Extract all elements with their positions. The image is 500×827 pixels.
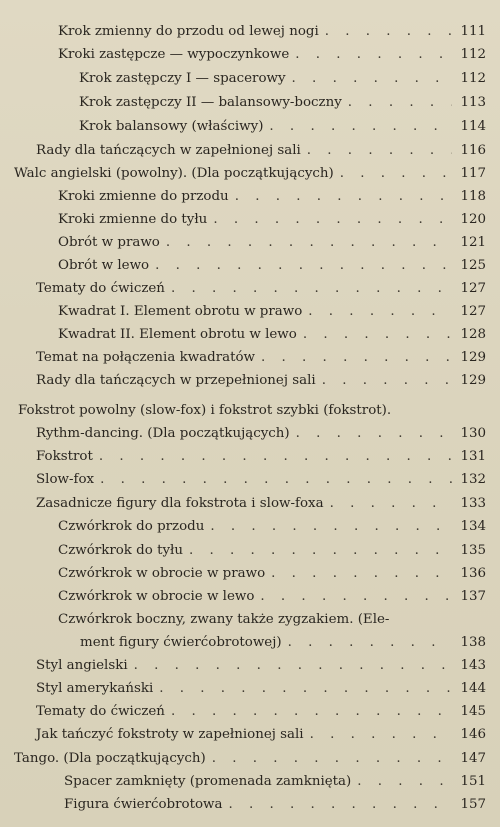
- dot-leader: [324, 494, 452, 514]
- dot-leader: [222, 795, 452, 815]
- toc-entry-page: 132: [460, 472, 486, 487]
- toc-entry: [36, 279, 486, 299]
- toc-entry-page: 128: [460, 327, 486, 342]
- dot-leader: [297, 325, 452, 345]
- toc-entry-title: Obrót w prawo: [58, 235, 160, 250]
- toc-entry: [58, 302, 486, 322]
- toc-section-heading: Fokstrot powolny (slow-fox) i fokstrot szybki (fokstrot).: [18, 403, 392, 418]
- toc-entry-title: Tematy do ćwiczeń: [36, 704, 165, 719]
- toc-entry-title: Kroki zmienne do tyłu: [58, 212, 208, 227]
- dot-leader: [351, 772, 452, 792]
- toc-entry-page: 130: [460, 426, 486, 441]
- toc-entry: [58, 22, 486, 42]
- dot-leader: [160, 233, 452, 253]
- toc-entry-page: 133: [460, 496, 486, 511]
- dot-leader: [282, 633, 452, 653]
- toc-entry-page: 118: [460, 189, 486, 204]
- toc-entry-title: Tango. (Dla początkujących): [14, 751, 206, 766]
- dot-leader: [165, 279, 452, 299]
- toc-entry-title: Kroki zmienne do przodu: [58, 189, 229, 204]
- dot-leader: [165, 702, 452, 722]
- toc-entry: [79, 93, 486, 113]
- toc-entry-page: 131: [460, 449, 486, 464]
- toc-entry-page: 125: [460, 258, 486, 273]
- toc-entry-page: 120: [460, 212, 486, 227]
- toc-entry: [64, 772, 486, 792]
- toc-entry-page: 147: [460, 751, 486, 766]
- toc-entry-title: ment figury ćwierćobrotowej): [80, 635, 282, 650]
- dot-leader: [93, 447, 452, 467]
- toc-entry-page: 138: [460, 635, 486, 650]
- dot-leader: [255, 348, 452, 368]
- toc-entry: [36, 424, 486, 444]
- toc-entry-page: 136: [460, 566, 486, 581]
- toc-entry-title: Krok balansowy (właściwy): [79, 119, 264, 134]
- toc-entry: [36, 679, 486, 699]
- toc-entry-title: Czwórkrok do przodu: [58, 519, 205, 534]
- toc-entry-page: 112: [460, 47, 486, 62]
- toc-entry: [36, 702, 486, 722]
- toc-entry-page: 129: [460, 373, 486, 388]
- dot-leader: [289, 45, 452, 65]
- toc-entry-page: 114: [460, 119, 486, 134]
- toc-entry: [79, 69, 486, 89]
- dot-leader: [263, 117, 452, 137]
- toc-entry-title: Krok zmienny do przodu od lewej nogi: [58, 24, 319, 39]
- toc-entry-page: 127: [460, 304, 486, 319]
- toc-entry-title-wrapped: Czwórkrok boczny, zwany także zygzakiem. (Ele-: [58, 612, 390, 627]
- toc-entry-title: Kroki zastępcze — wypoczynkowe: [58, 47, 290, 62]
- toc-entry: [64, 795, 486, 815]
- toc-entry-title: Krok zastępczy I — spacerowy: [79, 71, 286, 86]
- dot-leader: [207, 210, 452, 230]
- toc-entry-title: Rady dla tańczących w przepełnionej sali: [36, 373, 316, 388]
- toc-entry-title: Figura ćwierćobrotowa: [64, 797, 223, 812]
- toc-entry: [36, 470, 486, 490]
- toc-entry-page: 112: [460, 71, 486, 86]
- toc-entry-page: 145: [460, 704, 486, 719]
- toc-entry-page: 137: [460, 589, 486, 604]
- toc-entry: [36, 371, 486, 391]
- dot-leader: [286, 69, 452, 89]
- toc-entry-page: 117: [460, 166, 486, 181]
- dot-leader: [94, 470, 452, 490]
- toc-entry-page: 144: [460, 681, 486, 696]
- dot-leader: [229, 187, 452, 207]
- toc-entry: [79, 117, 486, 137]
- toc-entry: [58, 325, 486, 345]
- toc-entry-page: 129: [460, 350, 486, 365]
- toc-entry-page: 111: [460, 24, 486, 39]
- toc-entry-page: 143: [460, 658, 486, 673]
- toc-entry: [14, 749, 486, 769]
- dot-leader: [316, 371, 452, 391]
- toc-entry: [58, 256, 486, 276]
- toc-entry: [36, 725, 486, 745]
- dot-leader: [204, 517, 452, 537]
- toc-entry: [58, 233, 486, 253]
- toc-entry-title: Zasadnicze figury dla fokstrota i slow-foxa: [36, 496, 324, 511]
- toc-entry-title: Slow-fox: [36, 472, 95, 487]
- dot-leader: [149, 256, 452, 276]
- toc-entry-title: Styl angielski: [36, 658, 128, 673]
- toc-entry: [36, 141, 486, 161]
- toc-entry: [36, 348, 486, 368]
- toc-entry: [80, 633, 486, 653]
- toc-entry: [58, 587, 486, 607]
- dot-leader: [342, 93, 452, 113]
- dot-leader: [301, 141, 452, 161]
- dot-leader: [153, 679, 452, 699]
- dot-leader: [254, 587, 452, 607]
- dot-leader: [206, 749, 452, 769]
- dot-leader: [302, 302, 452, 322]
- toc-entry-title: Rady dla tańczących w zapełnionej sali: [36, 143, 301, 158]
- toc-entry: [58, 517, 486, 537]
- dot-leader: [128, 656, 452, 676]
- toc-entry-title: Czwórkrok do tyłu: [58, 543, 183, 558]
- toc-entry-page: 113: [460, 95, 486, 110]
- toc-entry-page: 134: [460, 519, 486, 534]
- toc-entry-title: Czwórkrok w obrocie w lewo: [58, 589, 255, 604]
- toc-entry-page: 127: [460, 281, 486, 296]
- toc-entry-title: Kwadrat I. Element obrotu w prawo: [58, 304, 303, 319]
- toc-entry-title: Obrót w lewo: [58, 258, 150, 273]
- toc-entry-title: Tematy do ćwiczeń: [36, 281, 165, 296]
- toc-entry: [58, 210, 486, 230]
- toc-entry-title: Jak tańczyć fokstroty w zapełnionej sali: [36, 727, 304, 742]
- toc-entry-title: Czwórkrok w obrocie w prawo: [58, 566, 266, 581]
- toc-entry-page: 116: [460, 143, 486, 158]
- toc-entry-title: Styl amerykański: [36, 681, 154, 696]
- dot-leader: [183, 541, 452, 561]
- dot-leader: [265, 564, 452, 584]
- toc-entry: [58, 564, 486, 584]
- toc-entry-title: Rythm-dancing. (Dla początkujących): [36, 426, 290, 441]
- dot-leader: [334, 164, 452, 184]
- toc-entry-title: Fokstrot: [36, 449, 93, 464]
- toc-entry: [58, 541, 486, 561]
- toc-entry-title: Krok zastępczy II — balansowy-boczny: [79, 95, 342, 110]
- dot-leader: [290, 424, 452, 444]
- toc-entry: [58, 45, 486, 65]
- toc-entry-page: 157: [460, 797, 486, 812]
- toc-entry-title: Spacer zamknięty (promenada zamknięta): [64, 774, 352, 789]
- toc-entry: [14, 164, 486, 184]
- toc-entry-page: 135: [460, 543, 486, 558]
- toc-entry-title: Temat na połączenia kwadratów: [36, 350, 256, 365]
- toc-entry: [36, 494, 486, 514]
- toc-entry-title: Kwadrat II. Element obrotu w lewo: [58, 327, 297, 342]
- toc-entry: [36, 447, 486, 467]
- toc-entry-page: 146: [460, 727, 486, 742]
- toc-entry-page: 121: [460, 235, 486, 250]
- toc-entry-title: Walc angielski (powolny). (Dla początkujących): [14, 166, 334, 181]
- toc-entry: [58, 187, 486, 207]
- toc-entry-page: 151: [460, 774, 486, 789]
- dot-leader: [304, 725, 452, 745]
- dot-leader: [319, 22, 452, 42]
- toc-entry: [36, 656, 486, 676]
